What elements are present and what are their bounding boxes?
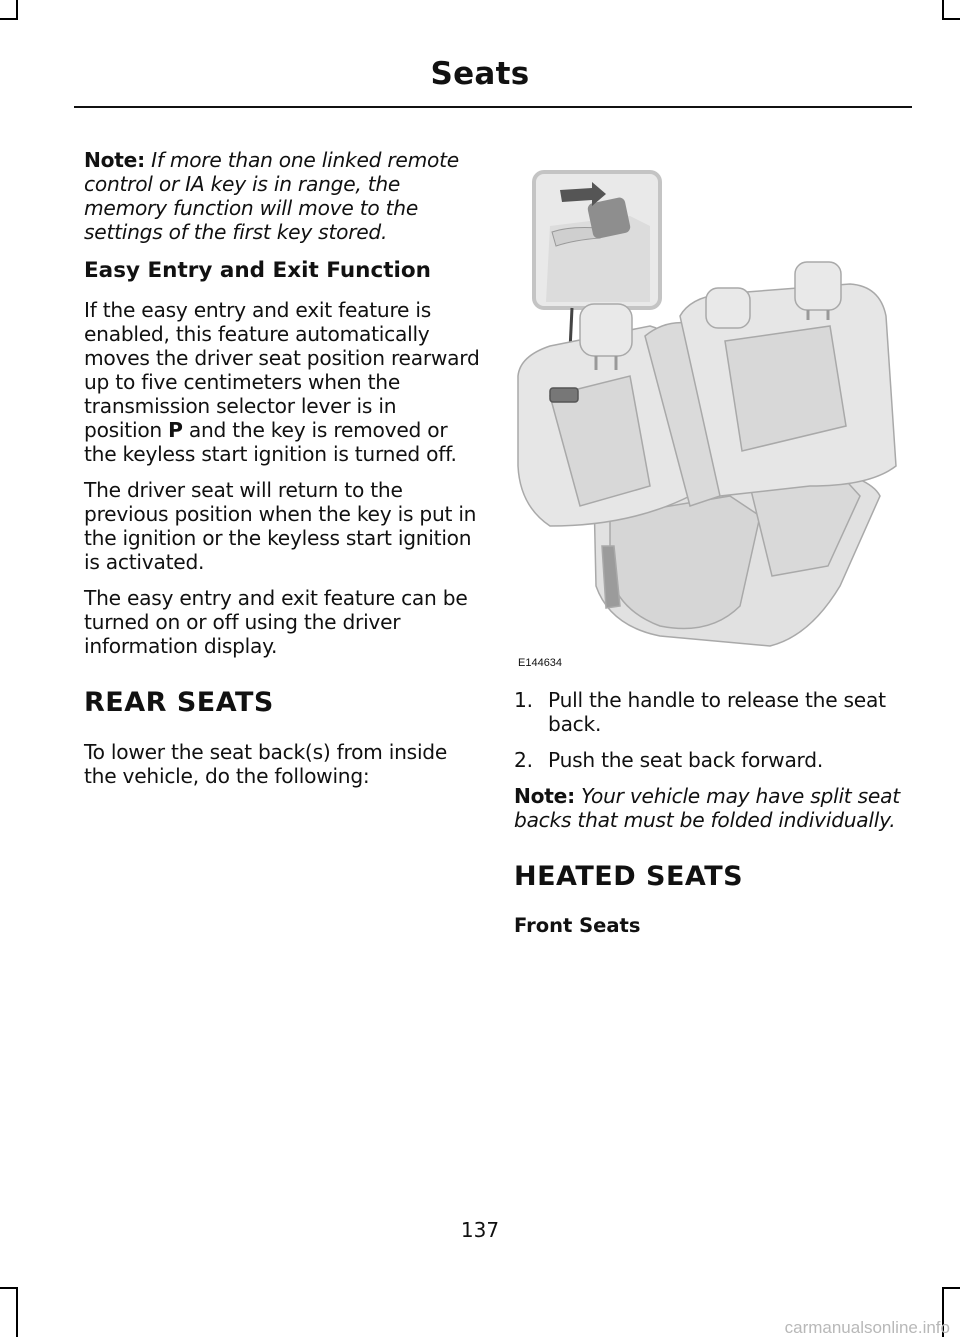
subheading-front-seats: Front Seats bbox=[514, 914, 641, 937]
crop-mark bbox=[0, 18, 18, 20]
gear-position-p: P bbox=[168, 418, 183, 442]
crop-mark bbox=[942, 0, 944, 20]
list-item bbox=[514, 688, 914, 736]
note-text: Your vehicle may have split seat backs that must be folded individually. bbox=[514, 784, 900, 832]
watermark: carmanualsonline.info bbox=[784, 1318, 950, 1337]
page-number: 137 bbox=[460, 1218, 500, 1242]
easy-entry-paragraph-1 bbox=[84, 298, 480, 466]
header-rule bbox=[74, 106, 912, 108]
easy-entry-paragraph-3: The easy entry and exit feature can be turned on or off using the driver information display. bbox=[84, 586, 468, 658]
step-text: Push the seat back forward. bbox=[548, 748, 823, 772]
step-number: 2. bbox=[514, 748, 533, 772]
seat-bench bbox=[518, 262, 896, 646]
crop-mark bbox=[942, 18, 960, 20]
easy-entry-text-b: and the key is removed or the keyless start ignition is turned off. bbox=[84, 418, 457, 466]
crop-mark bbox=[942, 1287, 960, 1289]
easy-entry-paragraph-2: The driver seat will return to the previous position when the key is put in the ignition or the keyless start ignition is activated. bbox=[84, 478, 477, 574]
note-label: Note: bbox=[514, 784, 575, 808]
step-text: Pull the handle to release the seat back. bbox=[548, 688, 886, 736]
crop-mark bbox=[16, 1287, 18, 1337]
list-item bbox=[514, 748, 914, 772]
section-heading-easy-entry: Easy Entry and Exit Function bbox=[84, 258, 431, 283]
left-column bbox=[84, 148, 480, 800]
note-paragraph bbox=[84, 148, 480, 244]
handle-detail-inset bbox=[534, 172, 660, 308]
note-text: If more than one linked remote control or IA key is in range, the memory function will move to the settings of the first key stored. bbox=[84, 148, 459, 244]
rear-seats-intro: To lower the seat back(s) from inside the vehicle, do the following: bbox=[84, 740, 448, 788]
steps-list bbox=[514, 688, 914, 772]
right-column bbox=[514, 688, 914, 937]
easy-entry-text-a: If the easy entry and exit feature is enabled, this feature automatically moves the driver seat position rearward up to five centimeters when the transmission selector lever is in position bbox=[84, 298, 480, 442]
section-heading-heated-seats: HEATED SEATS bbox=[514, 861, 744, 892]
crop-mark bbox=[0, 1287, 18, 1289]
step-number: 1. bbox=[514, 688, 533, 712]
crop-mark bbox=[16, 0, 18, 20]
page-title: Seats bbox=[430, 56, 530, 92]
note-label: Note: bbox=[84, 148, 145, 172]
rear-seat-illustration bbox=[510, 166, 910, 676]
section-heading-rear-seats: REAR SEATS bbox=[84, 687, 274, 718]
figure-code: E144634 bbox=[518, 657, 563, 669]
note-paragraph bbox=[514, 784, 914, 832]
